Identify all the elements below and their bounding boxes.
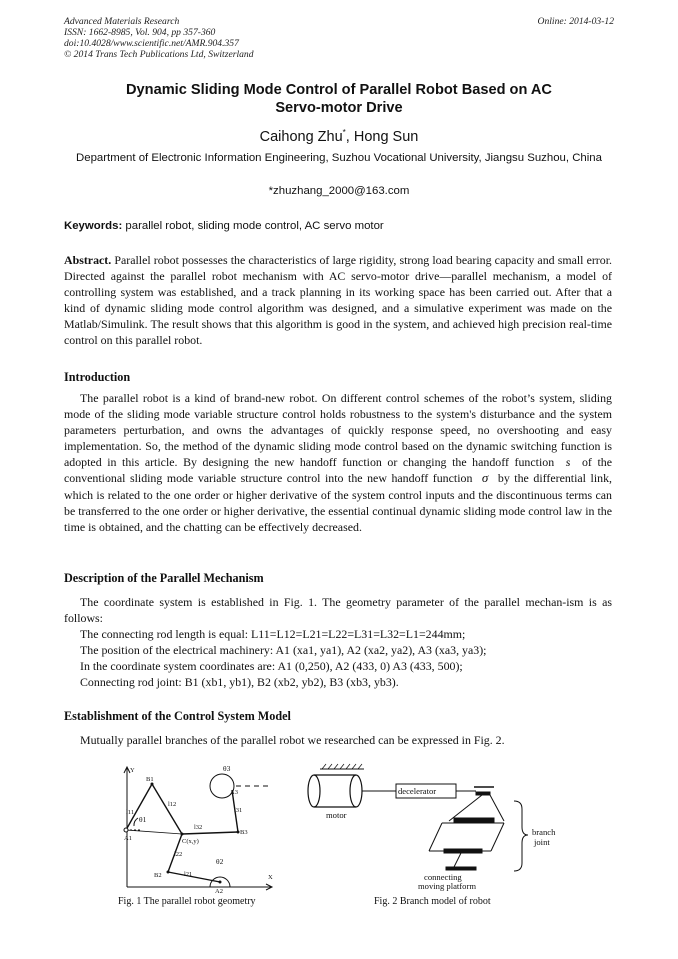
est-heading: Establishment of the Control System Model [64,709,291,723]
desc-heading: Description of the Parallel Mechanism [64,571,264,585]
journal-name: Advanced Materials Research [64,16,180,27]
upper-joint [454,818,494,822]
hatch [322,764,362,769]
fig2-caption: Fig. 2 Branch model of robot [374,896,491,907]
intro-paragraph [64,390,612,535]
abstract-label: Abstract. [64,253,112,267]
label-a1: A1 [124,835,132,842]
label-l12: l12 [168,801,177,808]
label-a3: A3 [230,789,238,796]
link-l12 [152,784,182,834]
fig1-robot-geometry [112,762,282,894]
joint-label: joint [534,837,550,847]
abstract-text: Parallel robot possesses the characteristics of large rigidity, strong load bearing capacity and small error. Directed against the parallel robot mechanism with AC servo-motor drive—parallel mechanism, a model of controlling system was established, and a track planning in its working space has been carried out. After that a kind of dynamic sliding mode control algorithm was designed, and a simulative experiment was made on the Matlab/Simulink. The result shows that this algorithm is good in the system, and achieved high precision real-time control on this parallel robot. [64,253,612,348]
copyright: © 2014 Trans Tech Publications Ltd, Switzerland [64,49,254,60]
intro-text-1: The parallel robot is a kind of brand-new robot. On different control schemes of the robot’s system, sliding mode of the sliding mode variable structure control holds robustness to the system's disturbance and the system parameters perturbation, and owns the advantages of quickly response speed, no overshooting and easy implementation. So, the method of the dynamic sliding mode control based on the dynamic switching function is adopted in this article. By designing the new handoff function or changing the handoff function [64,391,612,470]
fig1-caption: Fig. 1 The parallel robot geometry [118,896,256,907]
abstract [64,252,612,349]
title-line-2: Servo-motor Drive [275,100,403,116]
label-b2: B2 [154,872,162,879]
symbol-s: s [565,455,571,470]
link-base [126,830,182,834]
platform-link [454,853,461,867]
fig2-branch-model [304,763,574,893]
label-l21: l21 [184,871,193,878]
label-l32: l32 [194,824,203,831]
upper-link-b [490,795,504,821]
doi: doi:10.4028/www.scientific.net/AMR.904.357 [64,38,239,49]
joint-b2 [167,871,170,874]
desc-line: Connecting rod joint: B1 (xb1, yb1), B2 (xb2, yb2), B3 (xb3, yb3). [80,675,399,689]
label-b1: B1 [146,776,154,783]
title-line-1: Dynamic Sliding Mode Control of Parallel Robot Based on AC [126,82,552,98]
brace [514,801,528,871]
paper-title [64,81,614,117]
label-l11: l11 [126,809,135,816]
platform-label: moving platform [418,881,476,891]
motor-back [308,775,320,807]
desc-line: The position of the electrical machinery: A1 (xa1, ya1), A2 (xa2, ya2), A3 (xa3, ya3); [80,643,487,657]
joint-a1 [124,828,128,832]
label-a2: A2 [215,888,223,894]
desc-paragraph [64,594,612,626]
intro-heading: Introduction [64,370,131,384]
decelerator-label: decelerator [398,786,437,796]
lower-link-a [429,823,442,851]
symbol-sigma: σ [481,470,489,486]
label-l31: l31 [234,807,243,814]
joint-a2 [219,881,222,884]
label-x: X [268,874,273,881]
corresponding-mark: * [342,128,346,137]
affiliation: Department of Electronic Information Engineering, Suzhou Vocational University, Jiangsu Suzhou, China [76,152,602,164]
motor-label: motor [326,810,347,820]
keywords-label: Keywords: [64,220,123,232]
desc-line: In the coordinate system coordinates are: A1 (0,250), A2 (433, 0) A3 (433, 500); [80,659,463,673]
label-theta2: θ2 [216,857,224,866]
label-y: Y [130,767,135,774]
email: *zhuzhang_2000@163.com [268,185,410,197]
upper-link-a [449,795,482,821]
label-l22: l22 [174,851,183,858]
keywords-text: parallel robot, sliding mode control, AC servo motor [122,220,384,232]
desc-text: The coordinate system is established in Fig. 1. The geometry parameter of the parallel mechan-ism is as follows: [64,595,612,626]
author-1: Caihong Zhu [259,128,343,145]
motor-face [350,775,362,807]
journal-header [64,16,254,60]
branch-label: branch [532,827,556,837]
est-paragraph [64,732,612,748]
link-l32 [182,832,238,834]
label-c: C(x,y) [182,838,199,845]
gear-block [476,792,490,795]
est-text: Mutually parallel branches of the parallel robot we researched can be expressed in Fig. 2. [80,733,505,747]
keywords [64,219,614,234]
label-theta1: θ1 [139,815,147,824]
theta1-arc [134,818,138,826]
author-2: , Hong Sun [345,128,419,145]
connecting-label: connecting [424,872,462,882]
lower-joint [444,849,482,853]
lower-link-b [491,823,504,851]
label-b3: B3 [240,829,248,836]
desc-line: The connecting rod length is equal: L11=L12=L21=L22=L31=L32=L1=244mm; [80,627,466,641]
intro-text-3: by the differential link, which is related to the one order or higher derivative of the system control inputs and the discontinuous terms can be transferred to the one order or higher derivative, the essential continual dynamic sliding mode control law in the time is obtained, and the chatting can be effectively decreased. [64,471,612,534]
online-date: Online: 2014-03-12 [537,16,614,27]
intro-text-2: of the conventional sliding mode variable structure control into the new handoff function [64,455,612,486]
authors [64,124,614,146]
issn: ISSN: 1662-8985, Vol. 904, pp 357-360 [64,27,216,38]
label-theta3: θ3 [223,764,231,773]
joint-c [181,833,184,836]
platform [446,867,476,870]
